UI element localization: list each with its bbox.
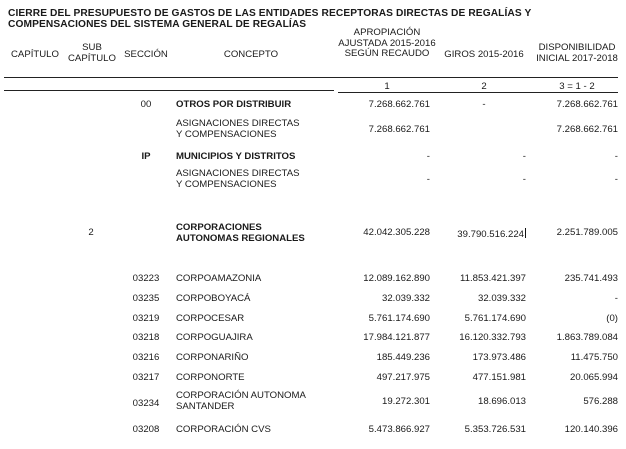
row-12-seccion: 03234 — [132, 398, 160, 409]
row-6-concepto: CORPOAMAZONIA — [176, 273, 262, 284]
row-4-giros: - — [522, 174, 526, 185]
row-9-apropiacion: 17.984.121.877 — [363, 332, 430, 343]
row-3-seccion: IP — [141, 151, 151, 162]
row-11-giros: 477.151.981 — [472, 372, 526, 383]
header-capitulo: CAPÍTULO — [11, 49, 59, 60]
row-7-seccion: 03235 — [132, 293, 160, 304]
row-5-capitulo: 2 — [88, 227, 94, 238]
row-5-giros-value: 39.790.516.224 — [457, 229, 524, 240]
row-7-giros: 32.039.332 — [477, 293, 526, 304]
header-num-3: 3 = 1 - 2 — [559, 81, 595, 92]
row-1-disponibilidad: 7.268.662.761 — [556, 99, 618, 110]
header-subcapitulo — [66, 43, 118, 64]
row-4-concepto: ASIGNACIONES DIRECTAS Y COMPENSACIONES — [176, 168, 300, 190]
header-apropiacion: APROPIACIÓN AJUSTADA 2015-2016 SEGÚN RECAUDO — [338, 27, 436, 59]
row-11-apropiacion: 497.217.975 — [376, 372, 430, 383]
row-1-concepto: OTROS POR DISTRIBUIR — [176, 99, 292, 110]
row-4-disponibilidad: - — [614, 174, 618, 185]
row-9-disponibilidad: 1.863.789.084 — [556, 332, 618, 343]
row-12-disponibilidad: 576.288 — [583, 396, 618, 407]
row-3-disponibilidad: - — [614, 151, 618, 162]
row-1-seccion: 00 — [140, 99, 152, 110]
row-6-apropiacion: 12.089.162.890 — [363, 273, 430, 284]
row-12-apropiacion: 19.272.301 — [381, 396, 430, 407]
header-concepto: CONCEPTO — [223, 49, 279, 60]
row-8-concepto: CORPOCESAR — [176, 313, 245, 324]
row-9-giros: 16.120.332.793 — [459, 332, 526, 343]
row-5-apropiacion: 42.042.305.228 — [363, 227, 430, 238]
row-10-disponibilidad: 11.475.750 — [570, 352, 618, 363]
row-13-giros: 5.353.726.531 — [464, 424, 526, 435]
row-2-disponibilidad: 7.268.662.761 — [556, 124, 618, 135]
row-8-apropiacion: 5.761.174.690 — [368, 313, 430, 324]
row-8-giros: 5.761.174.690 — [464, 313, 526, 324]
header-giros: GIROS 2015-2016 — [444, 49, 524, 60]
row-9-seccion: 03218 — [132, 332, 160, 343]
row-3-apropiacion: - — [426, 151, 430, 162]
row-10-concepto: CORPONARIÑO — [176, 352, 249, 363]
document-title: CIERRE DEL PRESUPUESTO DE GASTOS DE LAS ENTIDADES RECEPTORAS DIRECTAS DE REGALÍAS Y COMPENSACIONES DEL SISTEMA GENERAL DE REGALÍAS — [8, 8, 532, 30]
row-1-giros: - — [482, 99, 486, 110]
row-7-disponibilidad: - — [614, 293, 618, 304]
header-rule-bottom — [338, 92, 618, 93]
row-10-giros: 173.973.486 — [472, 352, 526, 363]
row-13-apropiacion: 5.473.866.927 — [368, 424, 430, 435]
row-13-seccion: 03208 — [132, 424, 160, 435]
row-3-giros: - — [522, 151, 526, 162]
header-num-1: 1 — [384, 81, 390, 92]
row-5-concepto: CORPORACIONES AUTONOMAS REGIONALES — [176, 222, 305, 244]
header-disponibilidad: DISPONIBILIDAD INICIAL 2017-2018 — [536, 42, 618, 64]
header-num-2: 2 — [481, 81, 487, 92]
header-rule-top — [4, 77, 618, 78]
row-1-apropiacion: 7.268.662.761 — [368, 99, 430, 110]
row-2-apropiacion: 7.268.662.761 — [368, 124, 430, 135]
header-sub-label: SUB — [82, 42, 102, 53]
row-11-seccion: 03217 — [132, 372, 160, 383]
row-6-giros: 11.853.421.397 — [460, 273, 526, 284]
header-seccion: SECCIÓN — [124, 49, 168, 60]
row-2-concepto: ASIGNACIONES DIRECTAS Y COMPENSACIONES — [176, 118, 300, 140]
row-6-disponibilidad: 235.741.493 — [564, 273, 618, 284]
header-rule-number-row-left — [4, 90, 334, 91]
row-6-seccion: 03223 — [132, 273, 160, 284]
row-9-concepto: CORPOGUAJIRA — [176, 332, 253, 343]
row-7-apropiacion: 32.039.332 — [381, 293, 430, 304]
row-13-disponibilidad: 120.140.396 — [564, 424, 618, 435]
row-12-concepto: CORPORACIÓN AUTONOMA SANTANDER — [176, 390, 306, 412]
row-13-concepto: CORPORACIÓN CVS — [176, 424, 271, 435]
row-5-giros — [426, 228, 526, 241]
header-subcapitulo-label: CAPÍTULO — [68, 52, 116, 64]
row-7-concepto: CORPOBOYACÁ — [176, 293, 251, 304]
row-10-seccion: 03216 — [132, 352, 160, 363]
row-11-disponibilidad: 20.065.994 — [569, 372, 618, 383]
row-12-giros: 18.696.013 — [477, 396, 526, 407]
row-5-disponibilidad: 2.251.789.005 — [556, 227, 618, 238]
row-3-concepto: MUNICIPIOS Y DISTRITOS — [176, 151, 296, 162]
row-8-disponibilidad: (0) — [606, 313, 618, 324]
row-8-seccion: 03219 — [132, 313, 160, 324]
row-10-apropiacion: 185.449.236 — [376, 352, 430, 363]
row-11-concepto: CORPONORTE — [176, 372, 245, 383]
row-4-apropiacion: - — [426, 174, 430, 185]
